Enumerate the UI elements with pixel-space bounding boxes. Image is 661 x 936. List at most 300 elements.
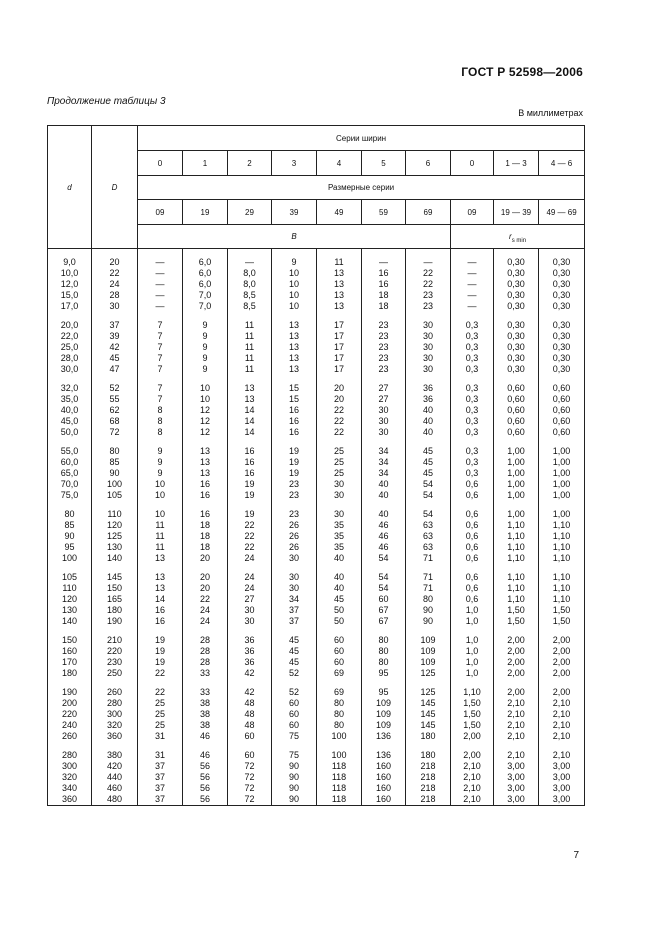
table-cell: 8,0 — [228, 268, 272, 279]
table-cell: 1,10 — [539, 520, 585, 531]
table-cell: 1,50 — [539, 605, 585, 616]
table-row — [48, 520, 585, 531]
table-cell: 30 — [272, 564, 317, 583]
table-cell: 0,30 — [539, 312, 585, 331]
table-cell: 34 — [362, 438, 406, 457]
table-cell: 24 — [228, 583, 272, 594]
width-series-3: 3 — [272, 151, 317, 176]
table-row — [48, 720, 585, 731]
table-cell: 23 — [362, 342, 406, 353]
table-cell: 75,0 — [48, 490, 92, 501]
table-cell: 9 — [183, 353, 228, 364]
width-series-9: 4 — 6 — [539, 151, 585, 176]
table-row — [48, 564, 585, 583]
table-cell: 0,30 — [494, 364, 539, 375]
table-cell: 17,0 — [48, 301, 92, 312]
table-cell: 0,6 — [451, 479, 494, 490]
table-cell: 3,00 — [539, 783, 585, 794]
table-cell: 190 — [48, 679, 92, 698]
table-cell: 210 — [92, 627, 138, 646]
table-cell: 45 — [272, 627, 317, 646]
table-cell: 150 — [48, 627, 92, 646]
table-cell: 140 — [92, 553, 138, 564]
table-cell: 1,00 — [494, 457, 539, 468]
table-cell: 7 — [138, 312, 183, 331]
table-cell: 100 — [92, 479, 138, 490]
table-cell: — — [451, 290, 494, 301]
table-cell: 2,10 — [539, 709, 585, 720]
table-cell: 0,30 — [539, 290, 585, 301]
table-cell: 34 — [362, 457, 406, 468]
table-cell: 20 — [317, 375, 362, 394]
table-cell: 75 — [272, 742, 317, 761]
table-row — [48, 468, 585, 479]
table-cell: 160 — [362, 794, 406, 806]
table-cell: 50,0 — [48, 427, 92, 438]
table-cell: 0,3 — [451, 353, 494, 364]
table-cell: 125 — [406, 679, 451, 698]
table-cell: 13 — [317, 268, 362, 279]
table-cell: 2,00 — [494, 668, 539, 679]
table-cell: — — [138, 301, 183, 312]
table-cell: 6,0 — [183, 268, 228, 279]
table-cell: 52 — [272, 668, 317, 679]
table-cell: 40,0 — [48, 405, 92, 416]
table-row — [48, 709, 585, 720]
table-cell: 45 — [406, 457, 451, 468]
table-cell: 72 — [228, 761, 272, 772]
table-cell: 3,00 — [539, 761, 585, 772]
table-cell: 140 — [48, 616, 92, 627]
table-cell: 130 — [48, 605, 92, 616]
table-cell: 1,50 — [451, 720, 494, 731]
table-cell: 25 — [138, 720, 183, 731]
table-cell: 0,3 — [451, 468, 494, 479]
table-cell: 8,0 — [228, 279, 272, 290]
table-cell: 109 — [406, 627, 451, 646]
table-cell: 1,00 — [494, 438, 539, 457]
table-cell: 150 — [92, 583, 138, 594]
table-cell: 2,10 — [494, 698, 539, 709]
table-cell: 160 — [48, 646, 92, 657]
table-cell: 2,10 — [451, 783, 494, 794]
table-cell: 1,10 — [539, 583, 585, 594]
table-cell: 22 — [406, 279, 451, 290]
table-row — [48, 312, 585, 331]
table-cell: 55,0 — [48, 438, 92, 457]
table-cell: 9 — [183, 312, 228, 331]
table-cell: 0,60 — [494, 394, 539, 405]
table-cell: 220 — [92, 646, 138, 657]
table-cell: 7 — [138, 342, 183, 353]
table-row — [48, 783, 585, 794]
table-cell: 80 — [406, 594, 451, 605]
table-row — [48, 679, 585, 698]
table-cell: 95 — [362, 679, 406, 698]
col-d-header: d — [48, 126, 92, 249]
table-cell: 13 — [272, 342, 317, 353]
table-cell: 42 — [92, 342, 138, 353]
table-cell: 18 — [362, 301, 406, 312]
table-cell: 180 — [406, 731, 451, 742]
table-cell: 0,30 — [494, 312, 539, 331]
table-row — [48, 457, 585, 468]
table-cell: 60 — [272, 709, 317, 720]
table-cell: 105 — [92, 490, 138, 501]
table-cell: 24 — [183, 616, 228, 627]
table-cell: — — [451, 249, 494, 269]
table-cell: 16 — [183, 490, 228, 501]
table-cell: 38 — [183, 720, 228, 731]
table-cell: 118 — [317, 761, 362, 772]
table-cell: 8,5 — [228, 301, 272, 312]
table-cell: 280 — [92, 698, 138, 709]
table-cell: 30 — [362, 405, 406, 416]
table-cell: 280 — [48, 742, 92, 761]
table-cell: 23 — [406, 301, 451, 312]
table-cell: 7 — [138, 331, 183, 342]
table-cell: 60 — [272, 720, 317, 731]
table-cell: 19 — [228, 501, 272, 520]
table-cell: 0,6 — [451, 501, 494, 520]
table-cell: 35,0 — [48, 394, 92, 405]
table-cell: 11 — [228, 364, 272, 375]
table-cell: 420 — [92, 761, 138, 772]
table-cell: 1,10 — [494, 520, 539, 531]
dim-series-label: Размерные серии — [138, 176, 585, 200]
table-cell: 80 — [362, 646, 406, 657]
table-cell: 24 — [92, 279, 138, 290]
table-cell: 33 — [183, 668, 228, 679]
table-cell: 48 — [228, 720, 272, 731]
table-cell: 30 — [406, 331, 451, 342]
table-cell: 9 — [183, 331, 228, 342]
table-cell: 218 — [406, 772, 451, 783]
table-cell: 11 — [138, 531, 183, 542]
table-cell: 1,10 — [539, 594, 585, 605]
table-row — [48, 772, 585, 783]
table-cell: 46 — [362, 542, 406, 553]
table-cell: 2,00 — [539, 646, 585, 657]
table-cell: 90 — [272, 772, 317, 783]
table-cell: 0,60 — [539, 416, 585, 427]
table-cell: 220 — [48, 709, 92, 720]
table-cell: 8 — [138, 416, 183, 427]
table-cell: — — [228, 249, 272, 269]
B-header: B — [138, 225, 451, 249]
table-row — [48, 290, 585, 301]
table-cell: 0,3 — [451, 457, 494, 468]
width-series-5: 5 — [362, 151, 406, 176]
table-cell: 0,30 — [494, 249, 539, 269]
table-cell: 11 — [228, 353, 272, 364]
table-cell: 15,0 — [48, 290, 92, 301]
table-cell: 130 — [92, 542, 138, 553]
table-cell: 40 — [317, 564, 362, 583]
table-cell: 26 — [272, 542, 317, 553]
table-cell: 47 — [92, 364, 138, 375]
table-cell: 22 — [138, 668, 183, 679]
table-cell: 0,60 — [494, 375, 539, 394]
table-cell: 10 — [272, 279, 317, 290]
table-cell: — — [138, 249, 183, 269]
table-cell: 16 — [138, 616, 183, 627]
table-cell: 218 — [406, 783, 451, 794]
table-cell: 30 — [406, 364, 451, 375]
table-row — [48, 583, 585, 594]
table-cell: 25 — [138, 709, 183, 720]
table-cell: 36 — [228, 646, 272, 657]
table-cell: 13 — [228, 394, 272, 405]
table-cell: 0,6 — [451, 520, 494, 531]
dim-series-7: 09 — [451, 200, 494, 225]
table-cell: 14 — [228, 405, 272, 416]
table-cell: 7,0 — [183, 290, 228, 301]
table-row — [48, 531, 585, 542]
table-cell: 52 — [272, 679, 317, 698]
table-cell: 90 — [48, 531, 92, 542]
table-cell: 13 — [317, 301, 362, 312]
table-cell: 30 — [406, 342, 451, 353]
table-cell: 109 — [362, 698, 406, 709]
table-cell: 28,0 — [48, 353, 92, 364]
table-cell: 24 — [228, 564, 272, 583]
width-series-7: 0 — [451, 151, 494, 176]
table-cell: 60 — [317, 657, 362, 668]
table-cell: 46 — [183, 742, 228, 761]
table-row — [48, 490, 585, 501]
table-cell: 37 — [138, 783, 183, 794]
table-cell: 45 — [317, 594, 362, 605]
table-cell: — — [138, 279, 183, 290]
table-cell: 7,0 — [183, 301, 228, 312]
table-row — [48, 268, 585, 279]
table-cell: 109 — [406, 646, 451, 657]
table-cell: 1,00 — [539, 479, 585, 490]
table-cell: 75 — [272, 731, 317, 742]
table-cell: 460 — [92, 783, 138, 794]
table-cell: 10 — [272, 301, 317, 312]
table-cell: 45 — [272, 657, 317, 668]
table-cell: 16 — [183, 479, 228, 490]
table-cell: 1,10 — [494, 542, 539, 553]
table-cell: 28 — [183, 627, 228, 646]
table-row — [48, 742, 585, 761]
table-cell: 23 — [272, 501, 317, 520]
table-cell: 3,00 — [494, 794, 539, 806]
table-cell: 0,60 — [539, 375, 585, 394]
table-cell: 8 — [138, 405, 183, 416]
table-cell: 13 — [272, 353, 317, 364]
table-cell: 360 — [92, 731, 138, 742]
table-cell: 145 — [92, 564, 138, 583]
table-cell: 13 — [183, 438, 228, 457]
table-cell: 28 — [183, 657, 228, 668]
table-cell: 72 — [228, 783, 272, 794]
table-cell: 40 — [317, 583, 362, 594]
table-cell: 180 — [92, 605, 138, 616]
table-cell: 25 — [138, 698, 183, 709]
table-cell: 60 — [362, 594, 406, 605]
table-cell: 19 — [138, 646, 183, 657]
dim-series-6: 69 — [406, 200, 451, 225]
table-cell: 17 — [317, 312, 362, 331]
table-row — [48, 616, 585, 627]
table-cell: 2,00 — [494, 657, 539, 668]
table-cell: 0,30 — [539, 342, 585, 353]
table-cell: 22 — [317, 405, 362, 416]
table-cell: 1,0 — [451, 657, 494, 668]
table-cell: 10 — [138, 490, 183, 501]
table-cell: 23 — [362, 312, 406, 331]
table-cell: 71 — [406, 553, 451, 564]
table-cell: 80 — [362, 627, 406, 646]
table-row — [48, 501, 585, 520]
table-cell: 31 — [138, 731, 183, 742]
table-cell: 25,0 — [48, 342, 92, 353]
table-cell: 36 — [406, 375, 451, 394]
r-header: $r_{s min}$ — [451, 225, 585, 249]
table-cell: 1,10 — [494, 583, 539, 594]
table-cell: 109 — [362, 720, 406, 731]
table-cell: 240 — [48, 720, 92, 731]
table-cell: 7 — [138, 364, 183, 375]
table-cell: 37 — [92, 312, 138, 331]
table-cell: 18 — [183, 542, 228, 553]
table-cell: 110 — [92, 501, 138, 520]
table-cell: 60 — [228, 731, 272, 742]
r-subscript: s min — [511, 238, 527, 244]
table-cell: 200 — [48, 698, 92, 709]
table-cell: 100 — [317, 731, 362, 742]
table-cell: 85 — [92, 457, 138, 468]
table-cell: 11 — [228, 331, 272, 342]
table-cell: 110 — [48, 583, 92, 594]
table-row — [48, 364, 585, 375]
table-cell: 30 — [362, 416, 406, 427]
table-cell: 16 — [272, 416, 317, 427]
table-cell: 85 — [48, 520, 92, 531]
table-cell: 2,10 — [539, 720, 585, 731]
width-series-4: 4 — [317, 151, 362, 176]
table-cell: 60,0 — [48, 457, 92, 468]
table-cell: 69 — [317, 679, 362, 698]
table-cell: 1,0 — [451, 627, 494, 646]
table-cell: 30 — [406, 312, 451, 331]
table-cell: 0,3 — [451, 438, 494, 457]
table-cell: 31 — [138, 742, 183, 761]
table-cell: 16 — [362, 268, 406, 279]
table-cell: 40 — [362, 501, 406, 520]
table-cell: 160 — [362, 761, 406, 772]
table-cell: 2,10 — [451, 761, 494, 772]
table-cell: 90 — [272, 794, 317, 806]
table-cell: 65,0 — [48, 468, 92, 479]
table-cell: 1,00 — [539, 490, 585, 501]
table-cell: 300 — [92, 709, 138, 720]
table-cell: 13 — [272, 364, 317, 375]
table-cell: 1,10 — [539, 542, 585, 553]
table-row — [48, 342, 585, 353]
table-cell: 136 — [362, 742, 406, 761]
table-cell: 12 — [183, 405, 228, 416]
table-cell: 18 — [362, 290, 406, 301]
table-cell: 23 — [272, 479, 317, 490]
table-cell: 7 — [138, 394, 183, 405]
table-row — [48, 353, 585, 364]
table-cell: 40 — [317, 553, 362, 564]
table-cell: 0,3 — [451, 416, 494, 427]
table-cell: 20 — [183, 583, 228, 594]
table-cell: — — [451, 301, 494, 312]
table-cell: 27 — [362, 375, 406, 394]
table-cell: 11 — [138, 520, 183, 531]
table-cell: 15 — [272, 375, 317, 394]
table-cell: 40 — [362, 490, 406, 501]
table-cell: 9 — [183, 342, 228, 353]
table-cell: 260 — [92, 679, 138, 698]
table-cell: 125 — [92, 531, 138, 542]
table-cell: 56 — [183, 794, 228, 806]
table-cell: 340 — [48, 783, 92, 794]
table-cell: 27 — [362, 394, 406, 405]
table-cell: 1,00 — [539, 457, 585, 468]
table-cell: 52 — [92, 375, 138, 394]
table-cell: 90 — [406, 605, 451, 616]
table-cell: 0,30 — [494, 268, 539, 279]
table-cell: 6,0 — [183, 279, 228, 290]
table-cell: 11 — [228, 312, 272, 331]
table-cell: 2,00 — [539, 627, 585, 646]
table-cell: 3,00 — [539, 794, 585, 806]
table-cell: 218 — [406, 794, 451, 806]
table-cell: 34 — [362, 468, 406, 479]
table-cell: 23 — [362, 353, 406, 364]
table-cell: 2,10 — [494, 742, 539, 761]
table-cell: 45 — [92, 353, 138, 364]
table-cell: 1,0 — [451, 668, 494, 679]
table-row — [48, 668, 585, 679]
table-cell: 2,00 — [494, 627, 539, 646]
table-row — [48, 331, 585, 342]
table-cell: 45 — [272, 646, 317, 657]
table-cell: 27 — [228, 594, 272, 605]
table-cell: 42 — [228, 668, 272, 679]
table-cell: 30 — [406, 353, 451, 364]
table-cell: 13 — [317, 290, 362, 301]
table-cell: 17 — [317, 353, 362, 364]
table-cell: 0,30 — [494, 290, 539, 301]
table-cell: 16 — [183, 501, 228, 520]
table-row — [48, 375, 585, 394]
table-cell: 13 — [228, 375, 272, 394]
table-cell: 16 — [272, 427, 317, 438]
table-cell: 19 — [138, 627, 183, 646]
table-cell: 15 — [272, 394, 317, 405]
table-cell: 13 — [317, 279, 362, 290]
table-cell: 2,10 — [494, 709, 539, 720]
table-cell: 118 — [317, 772, 362, 783]
table-cell: 24 — [183, 605, 228, 616]
table-cell: 2,10 — [539, 698, 585, 709]
table-cell: 0,6 — [451, 553, 494, 564]
table-cell: 23 — [362, 331, 406, 342]
table-cell: 40 — [362, 479, 406, 490]
table-cell: 480 — [92, 794, 138, 806]
table-row — [48, 594, 585, 605]
width-series-label: Серии ширин — [138, 126, 585, 151]
page-number: 7 — [573, 850, 579, 861]
